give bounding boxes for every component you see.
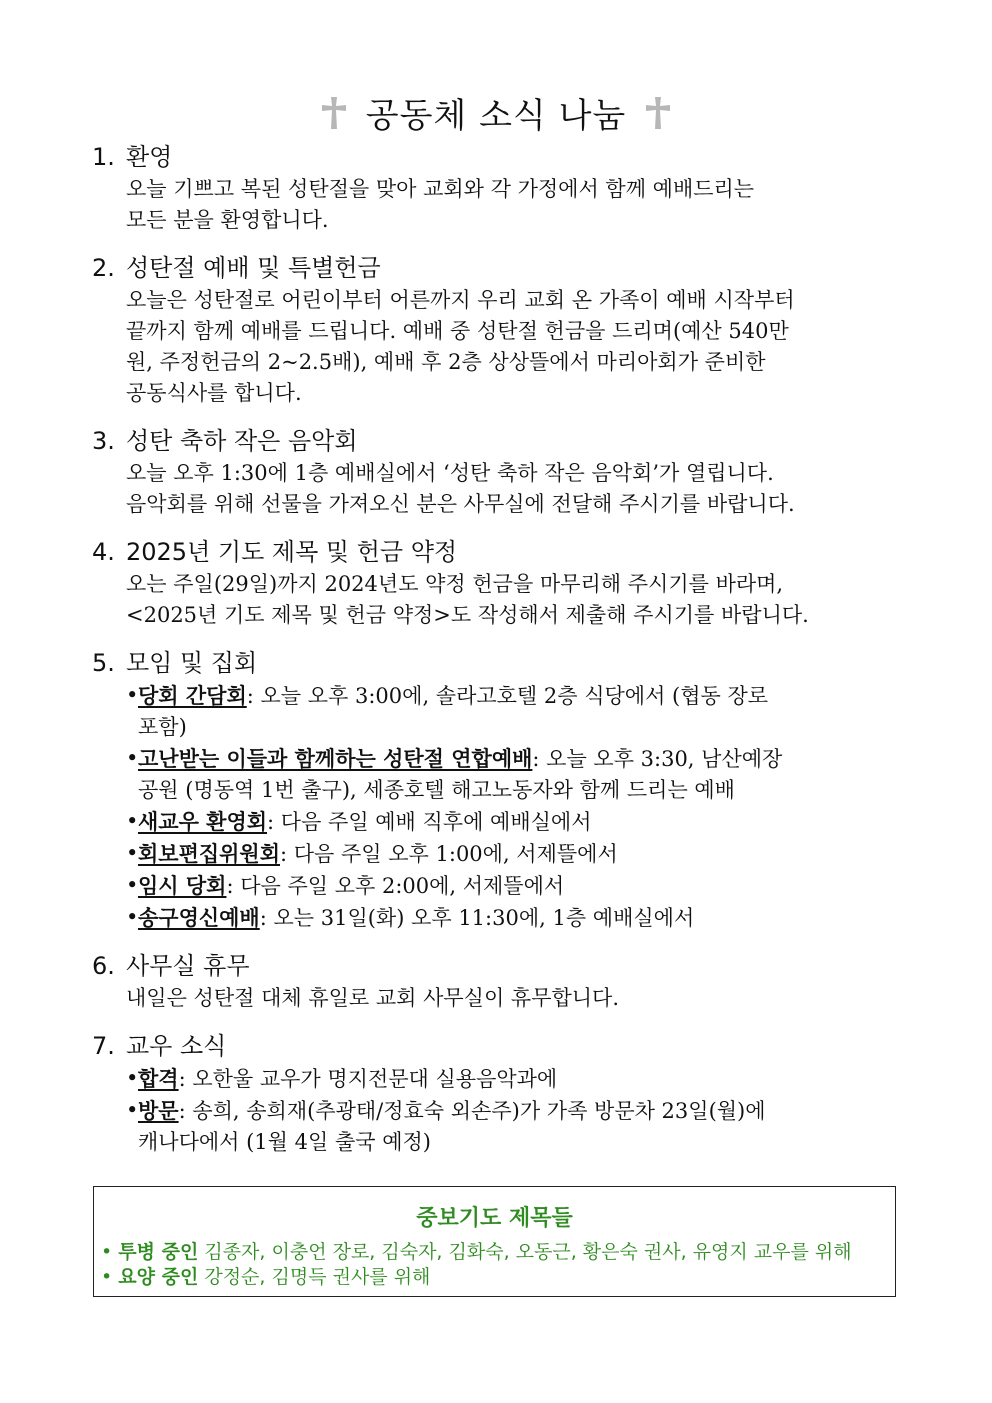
news-label: 방문 [138, 1098, 179, 1123]
prayer-box-title: 중보기도 제목들 [416, 1206, 573, 1231]
body-line: 원, 주정헌금의 2~2.5배), 예배 후 2층 상상뜰에서 마리아회가 준비한 [126, 350, 766, 374]
section-title: 성탄절 예배 및 특별헌금 [126, 254, 381, 282]
meeting-detail: : 오는 31일(화) 오후 11:30에, 1층 예배실에서 [259, 906, 695, 930]
prayer-label: 요양 중인 [118, 1266, 199, 1288]
prayer-names: 김종자, 이충언 장로, 김숙자, 김화숙, 오동근, 황은숙 권사, 유영지 교우를 위해 [204, 1241, 852, 1263]
section-member-news [92, 1029, 898, 1158]
news-detail: 캐나다에서 (1월 4일 출국 예정) [138, 1130, 431, 1154]
section-welcome [92, 140, 898, 236]
section-title: 환영 [126, 143, 173, 171]
section-heading [92, 424, 898, 458]
body-line: 오늘 오후 1:30에 1층 예배실에서 ‘성탄 축하 작은 음악회’가 열립니다. [126, 461, 774, 485]
section-heading [92, 140, 898, 174]
meeting-label: 임시 당회 [138, 873, 227, 898]
section-body [126, 1063, 898, 1158]
section-number: 3. [92, 427, 115, 455]
section-title: 교우 소식 [126, 1032, 227, 1060]
section-number: 6. [92, 952, 115, 980]
title-row [0, 88, 992, 137]
body-line: <2025년 기도 제목 및 헌금 약정>도 작성해서 제출해 주시기를 바랍니다. [126, 603, 809, 627]
page-title: 공동체 소식 나눔 [365, 96, 627, 136]
prayer-names: 강정순, 김명득 권사를 위해 [204, 1266, 431, 1288]
section-pledge [92, 535, 898, 631]
section-body [126, 680, 898, 934]
bullet-dot: • [101, 1241, 113, 1263]
section-number: 5. [92, 649, 115, 677]
bullet-dot: • [126, 683, 139, 707]
meeting-label: 송구영신예배 [138, 905, 260, 930]
section-title: 성탄 축하 작은 음악회 [126, 427, 358, 455]
meeting-label: 고난받는 이들과 함께하는 성탄절 연합예배 [138, 746, 533, 771]
section-heading [92, 646, 898, 680]
meeting-detail: : 오늘 오후 3:00에, 솔라고호텔 2층 식당에서 (협동 장로 [246, 684, 769, 708]
section-office-closed [92, 949, 898, 1014]
section-title: 모임 및 집회 [126, 649, 258, 677]
section-heading [92, 949, 898, 983]
section-title: 사무실 휴무 [126, 952, 250, 980]
meeting-item [126, 838, 898, 870]
meeting-item [126, 806, 898, 838]
meeting-item [126, 902, 898, 934]
section-number: 4. [92, 538, 115, 566]
bullet-dot: • [126, 905, 139, 929]
meeting-label: 새교우 환영회 [138, 809, 268, 834]
section-body [126, 983, 898, 1014]
section-heading [92, 535, 898, 569]
prayer-item [101, 1262, 430, 1289]
intercessory-prayer-box [93, 1186, 896, 1297]
section-number: 1. [92, 143, 115, 171]
announcement-list [92, 140, 898, 1173]
section-body [126, 569, 898, 631]
section-body [126, 458, 898, 520]
news-item [126, 1095, 898, 1158]
meeting-detail: : 다음 주일 예배 직후에 예배실에서 [267, 810, 592, 834]
body-line: 내일은 성탄절 대체 휴일로 교회 사무실이 휴무합니다. [126, 986, 620, 1010]
meeting-label: 당회 간담회 [138, 683, 247, 708]
meeting-detail: : 다음 주일 오후 2:00에, 서제뜰에서 [226, 874, 565, 898]
section-heading [92, 1029, 898, 1063]
body-line: 공동식사를 합니다. [126, 381, 302, 405]
body-line: 오늘 기쁘고 복된 성탄절을 맞아 교회와 각 가정에서 함께 예배드리는 [126, 177, 755, 201]
section-concert [92, 424, 898, 520]
meeting-detail: 포함) [138, 715, 187, 739]
cross-icon [644, 95, 672, 131]
prayer-item [101, 1237, 852, 1264]
meeting-item [126, 743, 898, 806]
news-label: 합격 [138, 1066, 179, 1091]
body-line: 음악회를 위해 선물을 가져오신 분은 사무실에 전달해 주시기를 바랍니다. [126, 492, 795, 516]
meeting-detail: : 다음 주일 오후 1:00에, 서제뜰에서 [280, 842, 618, 866]
body-line: 오늘은 성탄절로 어린이부터 어른까지 우리 교회 온 가족이 예배 시작부터 [126, 288, 795, 312]
meeting-item [126, 870, 898, 902]
section-christmas-service [92, 251, 898, 409]
section-title: 2025년 기도 제목 및 헌금 약정 [126, 538, 458, 566]
bullet-dot: • [126, 841, 139, 865]
section-meetings [92, 646, 898, 934]
section-heading [92, 251, 898, 285]
meeting-label: 회보편집위원회 [138, 841, 281, 866]
meeting-detail: : 오늘 오후 3:30, 남산예장 [532, 747, 783, 771]
bullet-dot: • [126, 873, 139, 897]
news-item [126, 1063, 898, 1095]
body-line: 모든 분을 환영합니다. [126, 208, 329, 232]
bullet-dot: • [126, 809, 139, 833]
section-body [126, 174, 898, 236]
bullet-dot: • [126, 1098, 139, 1122]
meeting-item [126, 680, 898, 743]
section-number: 7. [92, 1032, 115, 1060]
bullet-dot: • [126, 1066, 139, 1090]
section-body [126, 285, 898, 409]
meeting-detail: 공원 (명동역 1번 출구), 세종호텔 해고노동자와 함께 드리는 예배 [138, 778, 735, 802]
bullet-dot: • [101, 1266, 113, 1288]
cross-icon [320, 95, 348, 131]
bullet-dot: • [126, 746, 139, 770]
prayer-label: 투병 중인 [118, 1241, 199, 1263]
section-number: 2. [92, 254, 115, 282]
news-detail: : 오한울 교우가 명지전문대 실용음악과에 [178, 1067, 558, 1091]
body-line: 끝까지 함께 예배를 드립니다. 예배 중 성탄절 헌금을 드리며(예산 540만 [126, 319, 789, 343]
body-line: 오는 주일(29일)까지 2024년도 약정 헌금을 마무리해 주시기를 바라며, [126, 572, 784, 596]
news-detail: : 송희, 송희재(추광태/정효숙 외손주)가 가족 방문차 23일(월)에 [178, 1099, 766, 1123]
